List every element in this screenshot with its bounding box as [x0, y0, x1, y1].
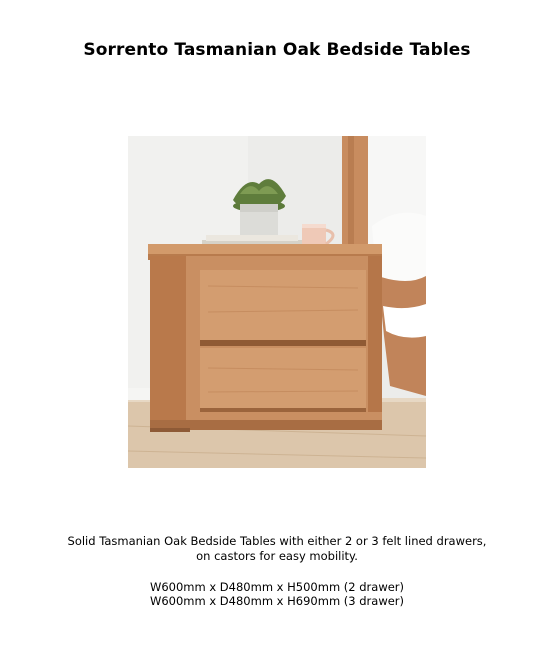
description-line: Solid Tasmanian Oak Bedside Tables with either 2 or 3 felt lined drawers,: [67, 534, 487, 548]
product-photo: [128, 136, 426, 468]
product-dimensions: [0, 580, 554, 608]
description-line: on castors for easy mobility.: [196, 549, 358, 563]
page-title: Sorrento Tasmanian Oak Bedside Tables: [83, 40, 471, 60]
product-description: [0, 534, 554, 564]
dimension-line: W600mm x D480mm x H690mm (3 drawer): [149, 594, 405, 608]
dimension-line: W600mm x D480mm x H500mm (2 drawer): [149, 580, 405, 594]
